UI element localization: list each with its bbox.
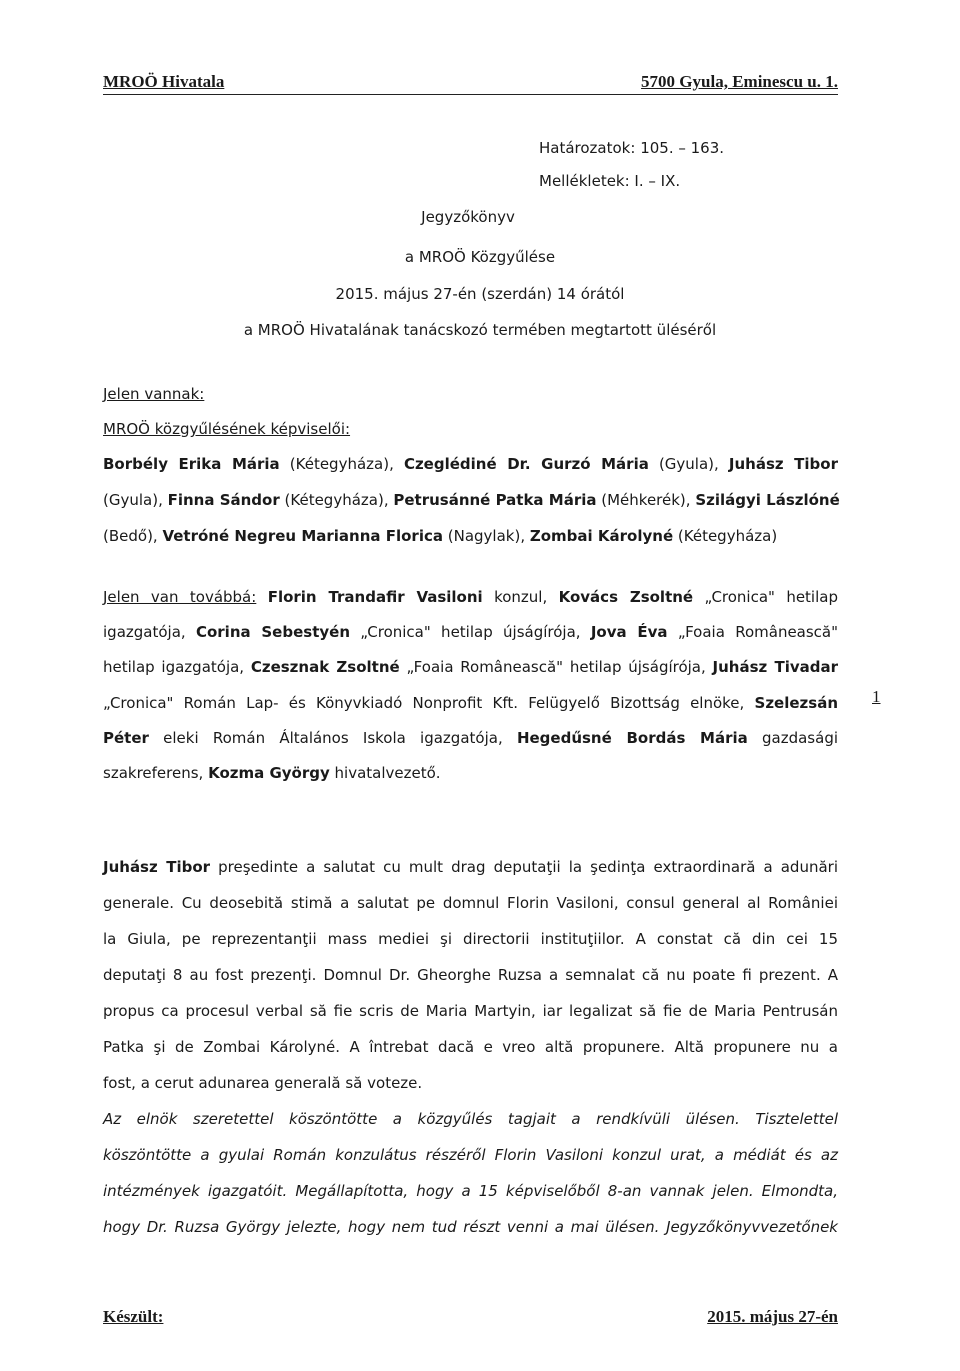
plain-text: igazgatója, [103,623,196,641]
ro-line-4: deputaţi 8 au fost prezenţi. Domnul Dr. Gheorghe Ruzsa a semnalat că nu poate fi prezent. A [103,966,838,984]
plain-text: gazdasági [747,729,839,747]
also-present-label: Jelen van továbbá: [103,588,257,606]
plain-text: (Gyula), [103,491,168,509]
plain-text: (Bedő), [103,527,163,545]
hu-line-4: hogy Dr. Ruzsa György jelezte, hogy nem tud részt venni a mai ülésen. Jegyzőkönyvvezetőnek [103,1218,838,1236]
bold-name: Hegedűsné Bordás Mária [516,729,748,747]
hu-line-1: Az elnök szeretettel köszöntötte a közgyűlés tagjait a rendkívüli ülésen. Tisztelettel [103,1110,838,1128]
hu-line-2: köszöntötte a gyulai Román konzulátus részéről Florin Vasiloni konzul urat, a médiát és az [103,1146,838,1164]
bold-name: Czesznak Zsoltné [250,658,400,676]
plain-text: hetilap igazgatója, [103,658,251,676]
office-name: MROÖ Hivatala [103,72,225,91]
bold-name: Péter [103,729,149,747]
page-number: 1 [872,687,881,706]
hu-line-3: intézmények igazgatóit. Megállapította, hogy a 15 képviselőből 8-an vannak jelen. Elmondta, [103,1182,838,1200]
resolutions-ref: Határozatok: 105. – 163. [539,139,725,157]
bold-name: Juhász Tibor [103,858,211,876]
plain-text: „Cronica" hetilap újságírója, [350,623,591,641]
present-subheading: MROÖ közgyűlésének képviselői: [103,420,351,438]
ro-line-7: fost, a cerut adunarea generală să voteze. [103,1074,423,1092]
bold-name: Szilágyi Lászlóné [695,491,840,509]
title-line-1: Jegyzőkönyv [421,208,515,226]
bold-name: Kozma György [208,764,330,782]
bold-name: Finna Sándor [167,491,280,509]
document-references [539,132,724,198]
also-line-5 [103,729,838,747]
also-line-1-content [268,588,838,606]
plain-text: szakreferens, [103,764,209,782]
plain-text: (Gyula), [648,455,729,473]
hungarian-paragraph [103,1110,838,1250]
bold-name: Juhász Tivadar [712,658,838,676]
bold-name: Vetróné Negreu Marianna Florica [162,527,443,545]
bold-name: Corina Sebestyén [195,623,350,641]
also-present-section [103,588,838,798]
also-line-3 [103,658,838,676]
plain-text: „Cronica" hetilap [693,588,838,606]
present-heading: Jelen vannak: [103,385,205,403]
title-line-3: 2015. május 27-én (szerdán) 14 órától [335,285,625,303]
plain-text: „Foaia Românească" hetilap újságírója, [399,658,713,676]
bold-name: Jova Éva [590,623,668,641]
bold-name: Petrusánné Patka Mária [393,491,597,509]
prepared-date: 2015. május 27-én [707,1307,838,1326]
ro-line-1 [103,858,838,876]
plain-text: hivatalvezető. [329,764,441,782]
ro-line-6: Patka şi de Zombai Károlyné. A întrebat dacă e vreo altă propunere. Altă propunere nu a [103,1038,838,1056]
plain-text: (Méhkerék), [596,491,696,509]
also-line-4 [103,694,838,712]
plain-text: „Foaia Românească" [667,623,839,641]
bold-name: Florin Trandafir Vasiloni [267,588,483,606]
present-line-3 [103,527,838,545]
present-line-2 [103,491,838,509]
also-line-2 [103,623,838,641]
bold-name: Zombai Károlyné [529,527,674,545]
present-section [103,385,838,565]
bold-name: Kovács Zsoltné [558,588,694,606]
bold-name: Juhász Tibor [728,455,838,473]
prepared-label: Készült: [103,1307,164,1326]
romanian-paragraph [103,858,838,1098]
present-line-1 [103,455,838,473]
bold-name: Czeglédiné Dr. Gurzó Mária [403,455,649,473]
plain-text: (Nagylak), [442,527,530,545]
office-address: 5700 Gyula, Eminescu u. 1. [641,72,838,91]
bold-name: Szelezsán [754,694,838,712]
attachments-ref: Mellékletek: I. – IX. [539,172,681,190]
plain-text: konzul, [482,588,559,606]
bold-name: Borbély Erika Mária [103,455,280,473]
ro-line-5: propus ca procesul verbal să fie scris de Maria Martyin, iar legalizat să fie de Maria Pentrusán [103,1002,838,1020]
ro-line-2: generale. Cu deosebită stimă a salutat pe domnul Florin Vasiloni, consul general al României [103,894,838,912]
also-line-1 [103,588,838,606]
title-line-2: a MROÖ Közgyűlése [404,248,556,266]
plain-text: „Cronica" Román Lap- és Könyvkiadó Nonprofit Kft. Felügyelő Bizottság elnöke, [103,694,755,712]
title-line-4: a MROÖ Hivatalának tanácskozó termében megtartott üléséről [243,321,717,339]
plain-text: eleki Román Általános Iskola igazgatója, [148,729,517,747]
ro-line-3: la Giula, pe reprezentanţii mass mediei şi directorii instituţiilor. A constat că din cei 15 [103,930,838,948]
plain-text: (Kétegyháza), [279,455,404,473]
plain-text: (Kétegyháza) [673,527,778,545]
plain-text: preşedinte a salutat cu mult drag deputaţii la şedinţa extraordinară a adunări [210,858,838,876]
plain-text: (Kétegyháza), [279,491,394,509]
page-header [103,72,838,95]
also-line-6 [103,764,838,782]
